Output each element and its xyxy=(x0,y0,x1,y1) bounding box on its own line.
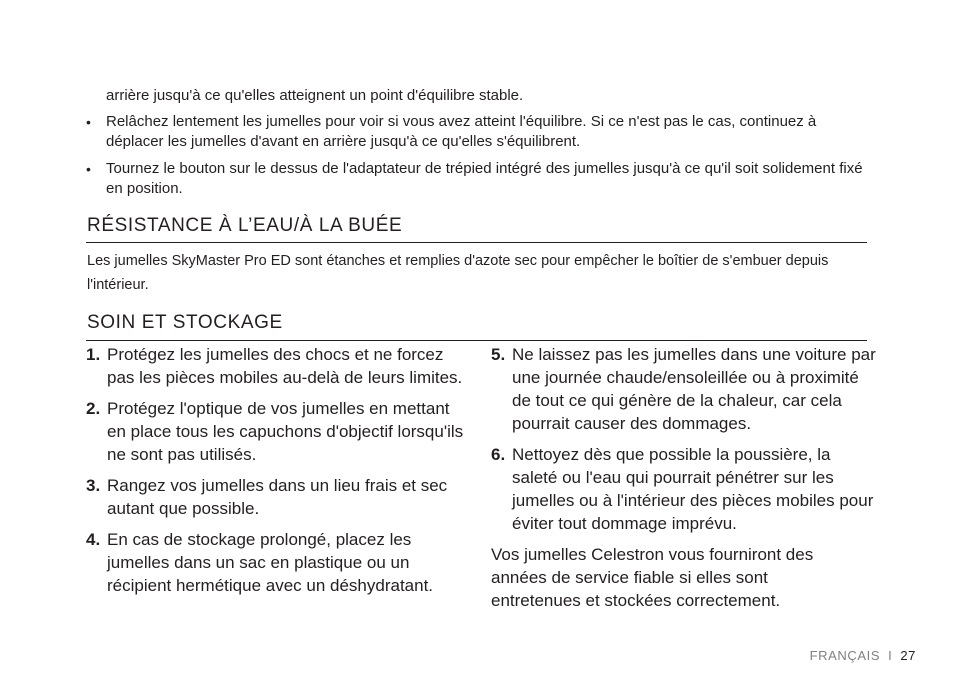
list-item xyxy=(86,397,471,466)
item-number: 6. xyxy=(491,445,506,464)
item-number: 5. xyxy=(491,345,506,364)
item-number: 1. xyxy=(86,345,101,364)
water-resistance-paragraph: Les jumelles SkyMaster Pro ED sont étanches et remplies d'azote sec pour empêcher le boîtier de s'embuer depuis l'intérieur. xyxy=(87,253,829,293)
closing-paragraph: Vos jumelles Celestron vous fourniront des années de service fiable si elles sont entretenues et stockées correctement. xyxy=(491,545,814,610)
item-text: Rangez vos jumelles dans un lieu frais et sec autant que possible. xyxy=(107,476,448,518)
bullet-list xyxy=(86,112,876,206)
continuation-text: arrière jusqu'à ce qu'elles atteignent un point d'équilibre stable. xyxy=(106,87,524,104)
page-number: 27 xyxy=(900,648,916,663)
footer-separator: I xyxy=(888,648,893,663)
bullet-marker: • xyxy=(86,161,91,177)
item-text: Protégez les jumelles des chocs et ne forcez pas les pièces mobiles au-delà de leurs limites. xyxy=(107,345,463,387)
bullet-item xyxy=(86,159,876,199)
list-item xyxy=(491,443,876,535)
item-number: 3. xyxy=(86,476,101,495)
list-item xyxy=(86,343,471,389)
bullet-text: Tournez le bouton sur le dessus de l'adaptateur de trépied intégré des jumelles jusqu'à ce qu'il soit solidement fixé en position. xyxy=(106,160,863,197)
bullet-text: Relâchez lentement les jumelles pour voir si vous avez atteint l'équilibre. Si ce n'est pas le cas, continuez à déplacer les jumelles d'avant en arrière jusqu'à ce qu'elles s'équilibrent. xyxy=(106,113,817,150)
care-list-left-column xyxy=(86,343,471,605)
list-item xyxy=(491,343,876,435)
item-text: Ne laissez pas les jumelles dans une voiture par une journée chaude/ensoleillée ou à proximité de tout ce qui génère de la chaleur, car cela pourrait causer des dommages. xyxy=(512,345,876,433)
bullet-item xyxy=(86,112,876,152)
bullet-marker: • xyxy=(86,114,91,130)
care-list-right-column xyxy=(491,343,876,612)
list-item xyxy=(86,474,471,520)
list-item xyxy=(86,528,471,597)
item-number: 2. xyxy=(86,399,101,418)
item-text: En cas de stockage prolongé, placez les jumelles dans un sac en plastique ou un récipient hermétique avec un déshydratant. xyxy=(107,530,434,595)
numbered-list xyxy=(86,343,471,597)
item-text: Nettoyez dès que possible la poussière, la saleté ou l'eau qui pourrait pénétrer sur les jumelles ou à l'intérieur des pièces mobiles pour éviter tout dommage imprévu. xyxy=(512,445,874,533)
item-text: Protégez l'optique de vos jumelles en mettant en place tous les capuchons d'objectif lorsqu'ils ne sont pas utilisés. xyxy=(107,399,464,464)
page-footer xyxy=(810,648,916,663)
section-heading-care-storage: SOIN ET STOCKAGE xyxy=(87,312,283,333)
section-divider xyxy=(86,242,867,243)
footer-language: FRANÇAIS xyxy=(809,648,881,663)
section-heading-water-resistance: RÉSISTANCE À L’EAU/À LA BUÉE xyxy=(87,215,403,236)
item-number: 4. xyxy=(86,530,101,549)
numbered-list xyxy=(491,343,876,535)
section-divider xyxy=(86,340,867,341)
